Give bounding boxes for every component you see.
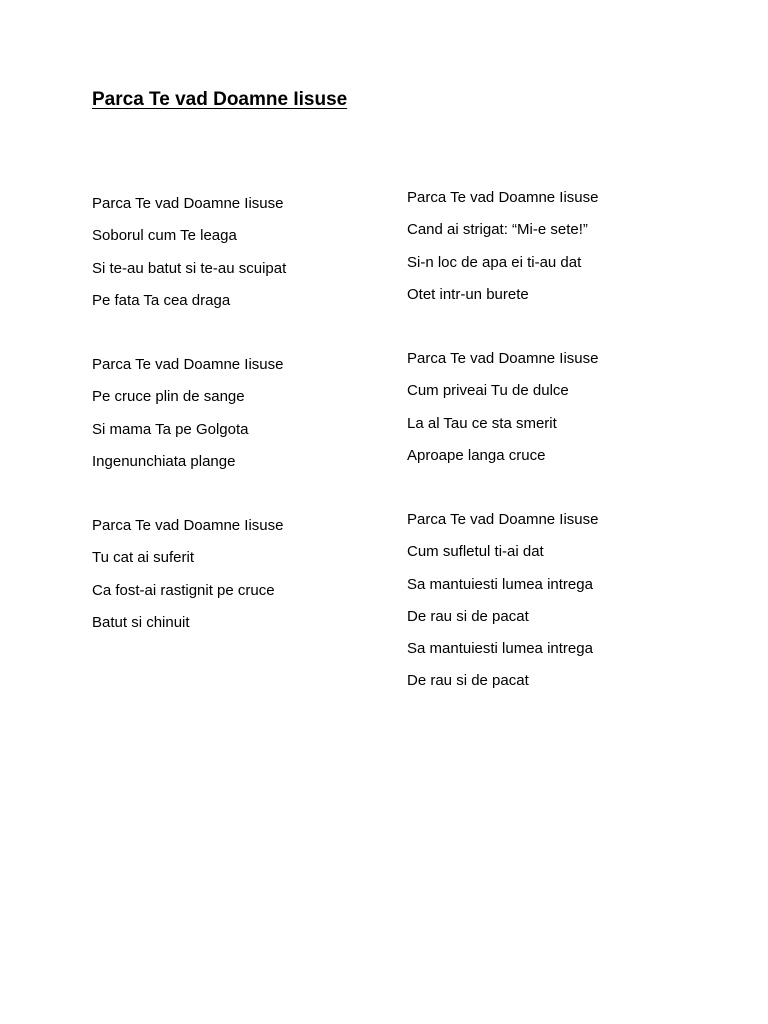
verse-line: Pe cruce plin de sange (92, 388, 245, 406)
verse-line: Pe fata Ta cea draga (92, 291, 231, 309)
stanza (407, 504, 707, 690)
verse-line: Parca Te vad Doamne Iisuse (407, 511, 599, 528)
verse-line: Parca Te vad Doamne Iisuse (92, 356, 284, 373)
left-column (92, 188, 392, 671)
verse-line: Si te-au batut si te-au scuipat (92, 259, 287, 277)
verse-line: Si mama Ta pe Golgota (92, 420, 249, 438)
verse-line: Cand ai strigat: “Mi-e sete!” (407, 221, 588, 239)
verse-line: Sa mantuiesti lumea intrega (407, 640, 593, 658)
verse-line: Si-n loc de apa ei ti-au dat (407, 253, 582, 271)
verse-line: Otet intr-un burete (407, 285, 529, 303)
verse-line: Cum priveai Tu de dulce (407, 382, 569, 400)
stanza (407, 343, 707, 504)
verse-line: Tu cat ai suferit (92, 549, 194, 567)
verse-line: Cum sufletul ti-ai dat (407, 543, 544, 561)
verse-line: De rau si de pacat (407, 672, 529, 690)
stanza (92, 188, 392, 349)
stanza (92, 349, 392, 510)
verse-line: Parca Te vad Doamne Iisuse (92, 195, 284, 212)
verse-line: Sa mantuiesti lumea intrega (407, 575, 593, 593)
verse-line: Parca Te vad Doamne Iisuse (407, 189, 599, 206)
verse-line: De rau si de pacat (407, 607, 529, 625)
stanza (407, 182, 707, 343)
stanza (92, 510, 392, 671)
document-title: Parca Te vad Doamne Iisuse (92, 89, 348, 110)
verse-line: La al Tau ce sta smerit (407, 414, 557, 432)
right-column (407, 182, 707, 690)
verse-line: Ca fost-ai rastignit pe cruce (92, 581, 275, 599)
verse-line: Ingenunchiata plange (92, 452, 236, 470)
verse-line: Batut si chinuit (92, 613, 190, 631)
verse-line: Parca Te vad Doamne Iisuse (92, 517, 284, 534)
verse-line: Aproape langa cruce (407, 446, 546, 464)
verse-line: Parca Te vad Doamne Iisuse (407, 350, 599, 367)
verse-line: Soborul cum Te leaga (92, 227, 237, 245)
